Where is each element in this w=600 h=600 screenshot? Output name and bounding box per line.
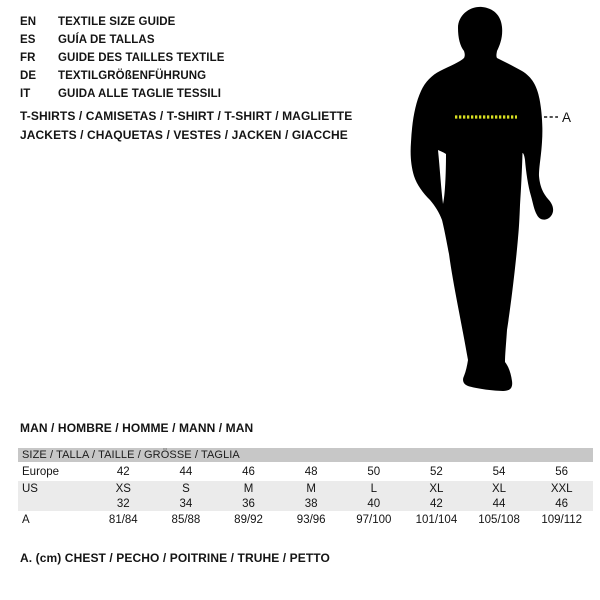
category-line-tshirts: T-SHIRTS / CAMISETAS / T-SHIRT / T-SHIRT / MAGLIETTE — [20, 109, 353, 123]
section-title-man: MAN / HOMBRE / HOMME / MANN / MAN — [20, 421, 254, 435]
row-label: US — [22, 482, 38, 495]
table-cell: 97/100 — [356, 514, 392, 526]
language-code: DE — [20, 70, 37, 82]
language-code: EN — [20, 16, 37, 28]
table-cell: 46 — [555, 497, 569, 510]
table-cell: 81/84 — [108, 514, 138, 526]
table-cell: 89/92 — [234, 514, 263, 526]
table-cell: 93/96 — [296, 514, 326, 526]
table-cell: 54 — [492, 465, 506, 478]
table-cell: 46 — [242, 465, 255, 478]
category-heading — [20, 107, 352, 144]
table-row-numeric — [18, 496, 593, 511]
table-cell: 36 — [242, 497, 255, 510]
language-code: ES — [20, 34, 36, 46]
table-cell: S — [182, 482, 190, 495]
table-cell: 50 — [367, 465, 381, 478]
table-cell: XL — [429, 482, 444, 495]
table-cell: 85/88 — [171, 514, 201, 526]
table-cell: XXL — [550, 482, 573, 495]
table-cell: M — [243, 482, 254, 495]
language-row-fr — [20, 49, 225, 67]
table-cell: XL — [492, 482, 507, 495]
table-cell: 105/108 — [478, 514, 520, 526]
table-row-us — [18, 481, 593, 496]
table-cell: 34 — [179, 497, 193, 510]
table-cell: 38 — [304, 497, 318, 510]
row-label: Europe — [22, 465, 60, 478]
table-cell: 101/104 — [415, 514, 458, 526]
table-cell: 56 — [555, 465, 569, 478]
size-table-header: SIZE / TALLA / TAILLE / GRÖSSE / TAGLIA — [18, 448, 593, 462]
language-row-en — [20, 13, 225, 31]
language-list — [20, 13, 225, 103]
table-cell: 52 — [430, 465, 443, 478]
table-cell: 42 — [116, 465, 130, 478]
table-cell: XS — [115, 482, 131, 495]
table-row-europe — [18, 462, 593, 481]
category-line-jackets: JACKETS / CHAQUETAS / VESTES / JACKEN / GIACCHE — [20, 127, 348, 142]
chest-footnote: A. (cm) CHEST / PECHO / POITRINE / TRUHE / PETTO — [20, 551, 330, 565]
language-code: FR — [20, 52, 36, 64]
man-silhouette-shape — [411, 7, 554, 391]
row-label: A — [22, 514, 30, 526]
language-code: IT — [20, 88, 31, 100]
language-row-es — [20, 31, 225, 49]
table-cell: M — [306, 482, 316, 495]
table-cell: 109/112 — [541, 514, 583, 526]
table-row-chest-a — [18, 511, 593, 529]
table-cell: 44 — [179, 465, 193, 478]
language-row-de — [20, 67, 225, 85]
table-cell: 42 — [430, 497, 443, 510]
language-label: GUIDE DES TAILLES TEXTILE — [58, 52, 225, 64]
table-cell: L — [370, 482, 378, 495]
language-label: TEXTILGRÖßENFÜHRUNG — [58, 70, 207, 82]
table-cell: 32 — [116, 497, 130, 510]
table-cell: 48 — [304, 465, 318, 478]
size-table — [18, 448, 593, 529]
measure-label-a: A — [562, 110, 572, 125]
language-label: TEXTILE SIZE GUIDE — [58, 16, 176, 28]
language-label: GUIDA ALLE TAGLIE TESSILI — [58, 88, 222, 100]
language-row-it — [20, 85, 225, 103]
language-label: GUÍA DE TALLAS — [58, 34, 155, 46]
man-silhouette — [400, 0, 600, 400]
table-cell: 40 — [367, 497, 381, 510]
table-cell: 44 — [492, 497, 506, 510]
